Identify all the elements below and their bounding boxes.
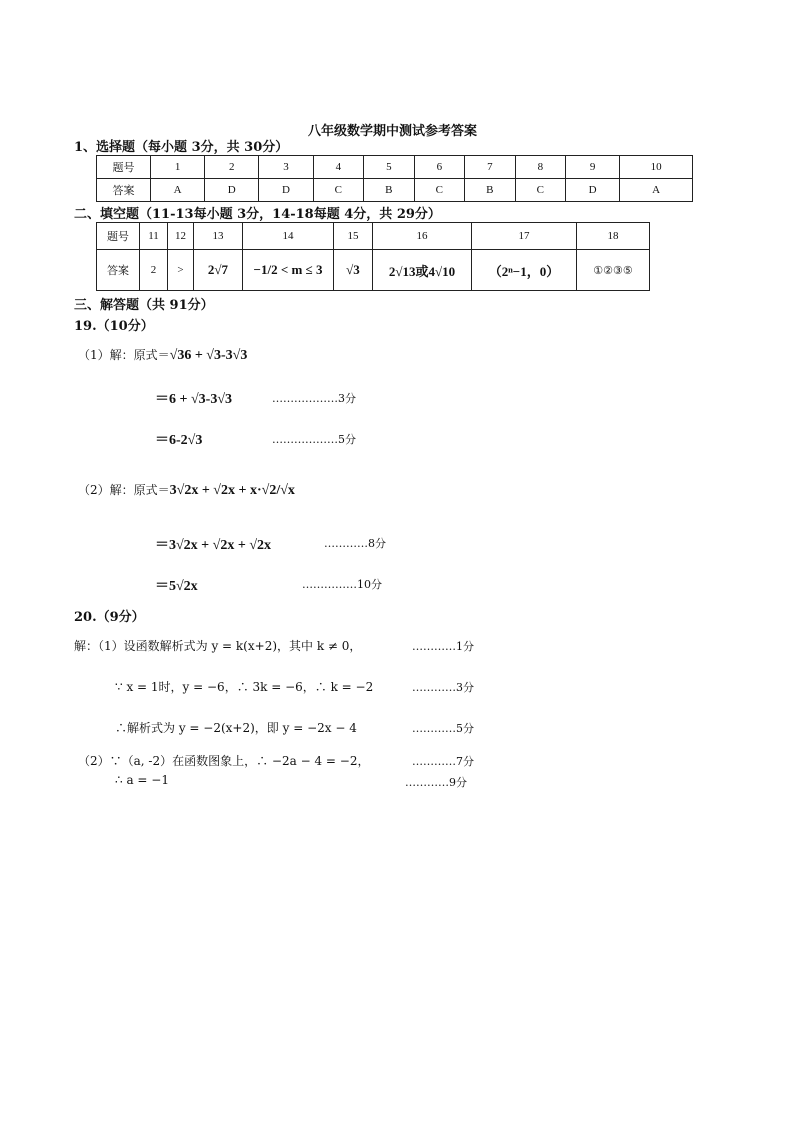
- section3-heading: 三、解答题（共 91分）: [74, 298, 214, 313]
- row-label: 答案: [97, 179, 151, 202]
- question-number: 1: [151, 156, 205, 179]
- question-number: 5: [364, 156, 415, 179]
- table-row: [97, 179, 693, 202]
- answer-cell: C: [414, 179, 465, 202]
- question-number: 8: [515, 156, 566, 179]
- q20-score2: …………3分: [412, 681, 474, 694]
- question-number: 3: [259, 156, 313, 179]
- q20-line5: ∴ a = −1: [115, 773, 169, 787]
- answer-cell: B: [364, 179, 415, 202]
- q19-part1-expression: √36 + √3-3√3: [169, 348, 248, 363]
- table-row: [97, 223, 650, 250]
- question-number: 15: [334, 223, 373, 250]
- q19-part2-line3: ＝5√2x: [155, 579, 198, 594]
- q19-part1-line2: ＝6 + √3-3√3: [155, 392, 233, 407]
- answer-cell: >: [168, 250, 194, 291]
- q20-score5: …………9分: [405, 776, 467, 789]
- q20-line2: ∵ x = 1时，y = −6，∴ 3k = −6，∴ k = −2: [115, 680, 374, 694]
- row-label: 题号: [97, 223, 140, 250]
- q19-part1-line1: [78, 346, 247, 364]
- answer-cell: A: [620, 179, 693, 202]
- q19-part1-score2: ………………3分: [272, 392, 356, 405]
- question-number: 7: [465, 156, 516, 179]
- answer-cell: 2: [140, 250, 168, 291]
- answer-cell: （2ⁿ−1，0）: [472, 250, 577, 291]
- question-number: 4: [313, 156, 364, 179]
- q19-part2-expression: 3√2x + √2x + x·√2/√x: [169, 483, 295, 498]
- answer-cell: D: [259, 179, 313, 202]
- section2-heading: 二、填空题（11-13每小题 3分，14-18每题 4分，共 29分）: [74, 207, 441, 222]
- q19-part2-prefix: （2）解：原式＝: [78, 483, 170, 497]
- answer-cell: √3: [334, 250, 373, 291]
- question-number: 16: [373, 223, 472, 250]
- q19-part1-line3: ＝6-2√3: [155, 433, 203, 448]
- answer-cell: 2√7: [194, 250, 243, 291]
- question-number: 9: [566, 156, 620, 179]
- table-row: [97, 250, 650, 291]
- q20-score3: …………5分: [412, 722, 474, 735]
- answer-cell: ①②③⑤: [577, 250, 650, 291]
- q20-line4: （2）∵（a, -2）在函数图象上，∴ −2a − 4 = −2，: [78, 754, 370, 768]
- question-number: 18: [577, 223, 650, 250]
- question-number: 12: [168, 223, 194, 250]
- q20-score1: …………1分: [412, 640, 474, 653]
- fill-blank-answer-table: [96, 222, 650, 291]
- answer-cell: D: [566, 179, 620, 202]
- answer-cell: D: [205, 179, 259, 202]
- q19-part2-line1: [78, 481, 295, 499]
- q19-part1-score3: ………………5分: [272, 433, 356, 446]
- answer-cell: C: [515, 179, 566, 202]
- q20-score4: …………7分: [412, 755, 474, 768]
- question-number: 11: [140, 223, 168, 250]
- q20-line3: ∴解析式为 y = −2(x+2)，即 y = −2x − 4: [115, 721, 357, 735]
- table-row: [97, 156, 693, 179]
- row-label: 题号: [97, 156, 151, 179]
- q19-part2-score3: ……………10分: [302, 578, 382, 591]
- page-title: 八年级数学期中测试参考答案: [308, 124, 478, 139]
- q19-part2-score2: …………8分: [324, 537, 386, 550]
- question-number: 10: [620, 156, 693, 179]
- q20-line1: 解：（1）设函数解析式为 y = k(x+2)，其中 k ≠ 0，: [74, 639, 362, 653]
- q19-part2-line2: ＝3√2x + √2x + √2x: [155, 538, 272, 553]
- question-number: 14: [243, 223, 334, 250]
- question-number: 6: [414, 156, 465, 179]
- question-number: 17: [472, 223, 577, 250]
- choice-answer-table: [96, 155, 693, 202]
- answer-cell: A: [151, 179, 205, 202]
- q19-heading: 19.（10分）: [74, 319, 154, 334]
- answer-cell: −1/2 < m ≤ 3: [243, 250, 334, 291]
- q19-part1-prefix: （1）解：原式＝: [78, 348, 170, 362]
- answer-cell: C: [313, 179, 364, 202]
- question-number: 13: [194, 223, 243, 250]
- answer-cell: B: [465, 179, 516, 202]
- section1-heading: 1、选择题（每小题 3分，共 30分）: [74, 140, 289, 155]
- row-label: 答案: [97, 250, 140, 291]
- question-number: 2: [205, 156, 259, 179]
- answer-cell: 2√13或4√10: [373, 250, 472, 291]
- q20-heading: 20.（9分）: [74, 610, 145, 625]
